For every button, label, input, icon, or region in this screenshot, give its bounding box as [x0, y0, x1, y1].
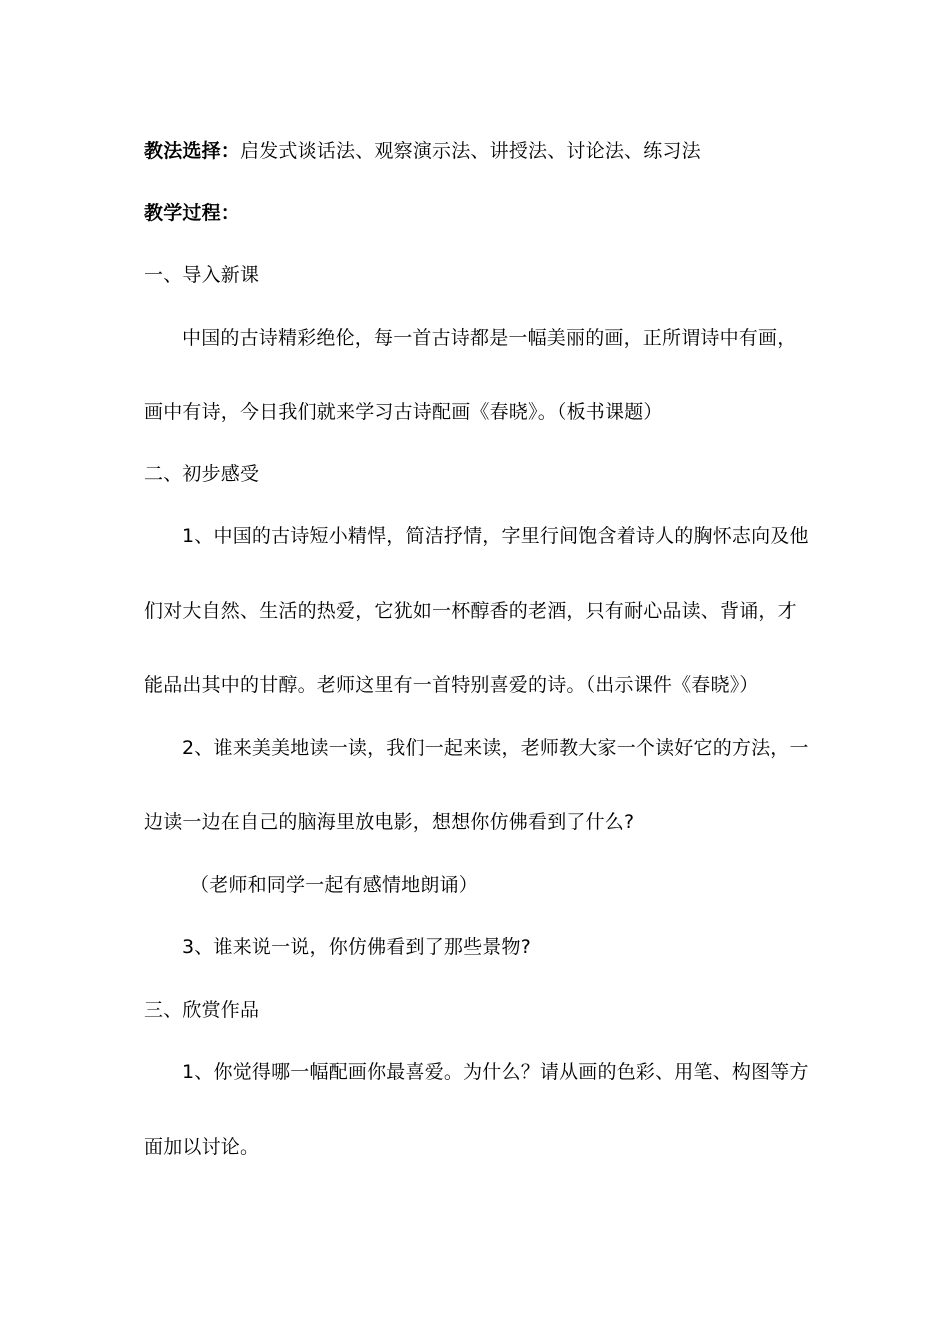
section-2-heading: 二、初步感受 [144, 463, 260, 485]
section-3-item-1-line-1: 1、你觉得哪一幅配画你最喜爱。为什么？请从画的色彩、用笔、构图等方 [182, 1061, 809, 1083]
section-1-heading: 一、导入新课 [144, 264, 260, 286]
section-2-item-1-line-2: 们对大自然、生活的热爱，它犹如一杯醇香的老酒，只有耐心品读、背诵，才 [144, 600, 797, 622]
teaching-method-text: 启发式谈话法、观察演示法、讲授法、讨论法、练习法 [240, 140, 701, 162]
teaching-process-heading: 教学过程： [144, 202, 241, 224]
section-2-item-2-line-1: 2、谁来美美地读一读，我们一起来读，老师教大家一个读好它的方法，一 [182, 737, 809, 759]
section-1-paragraph-line-2: 画中有诗，今日我们就来学习古诗配画《春晓》。（板书课题） [144, 401, 663, 423]
section-2-item-1-line-1: 1、中国的古诗短小精悍，简洁抒情，字里行间饱含着诗人的胸怀志向及他 [182, 525, 809, 547]
teaching-method-label: 教法选择： [144, 140, 241, 162]
section-2-item-2-note: （老师和同学一起有感情地朗诵） [190, 874, 479, 896]
section-3-item-1-line-2: 面加以讨论。 [144, 1136, 260, 1158]
section-3-heading: 三、欣赏作品 [144, 999, 260, 1021]
teaching-method-line [144, 138, 701, 164]
section-1-paragraph-line-1: 中国的古诗精彩绝伦，每一首古诗都是一幅美丽的画，正所谓诗中有画， [182, 327, 797, 349]
section-2-item-3: 3、谁来说一说，你仿佛看到了那些景物? [182, 936, 531, 958]
section-2-item-2-line-2: 边读一边在自己的脑海里放电影，想想你仿佛看到了什么? [144, 811, 635, 833]
section-2-item-1-line-3: 能品出其中的甘醇。老师这里有一首特别喜爱的诗。（出示课件《春晓》） [144, 674, 759, 696]
